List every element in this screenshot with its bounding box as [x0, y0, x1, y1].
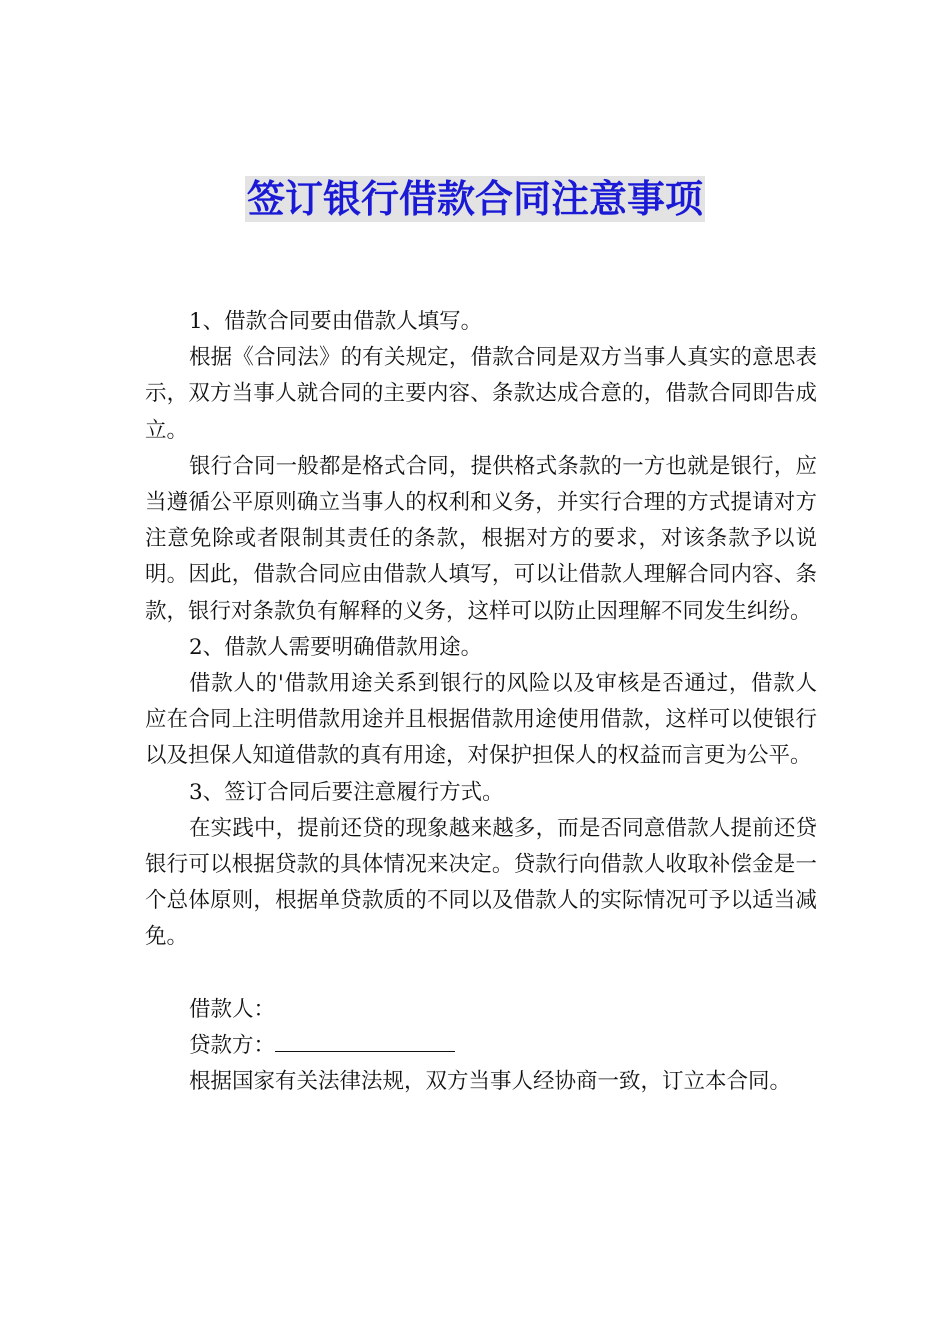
section-heading-1: 1、借款合同要由借款人填写。 — [189, 309, 483, 334]
lender-line — [145, 1028, 817, 1064]
blank-spacer — [145, 956, 817, 992]
document-title: 签订银行借款合同注意事项 — [246, 177, 703, 221]
section-heading-2: 2、借款人需要明确借款用途。 — [189, 634, 483, 660]
borrower-line — [145, 992, 817, 1028]
document-body — [145, 304, 817, 1100]
paragraph-4: 在实践中，提前还贷的现象越来越多，而是否同意借款人提前还贷银行可以根据贷款的具体情况来决定。贷款行向借款人收取补偿金是一个总体原则，根据单贷款质的不同以及借款人的实际情况可予以适当减免。 — [145, 815, 817, 950]
section-heading-3: 3、签订合同后要注意履行方式。 — [189, 779, 504, 805]
paragraph-3: 借款人的'借款用途关系到银行的风险以及审核是否通过，借款人应在合同上注明借款用途并且根据借款用途使用借款，这样可以使银行以及担保人知道借款的真有用途，对保护担保人的权益而言更为公平。 — [145, 671, 817, 769]
closing-statement: 根据国家有关法律法规，双方当事人经协商一致，订立本合同。 — [189, 1069, 792, 1095]
paragraph-1: 根据《合同法》的有关规定，借款合同是双方当事人真实的意思表示，双方当事人就合同的主要内容、条款达成合意的，借款合同即告成立。 — [145, 345, 817, 443]
lender-label: 贷款方： — [189, 1032, 276, 1058]
lender-signature-blank[interactable] — [275, 1029, 455, 1052]
borrower-label: 借款人： — [189, 996, 276, 1022]
paragraph-2: 银行合同一般都是格式合同，提供格式条款的一方也就是银行，应当遵循公平原则确立当事人的权利和义务，并实行合理的方式提请对方注意免除或者限制其责任的条款，根据对方的要求，对该条款予以说明。因此，借款合同应由借款人填写，可以让借款人理解合同内容、条款，银行对条款负有解释的义务，这样可以防止因理解不同发生纠纷。 — [145, 453, 817, 624]
title-container — [0, 176, 950, 222]
